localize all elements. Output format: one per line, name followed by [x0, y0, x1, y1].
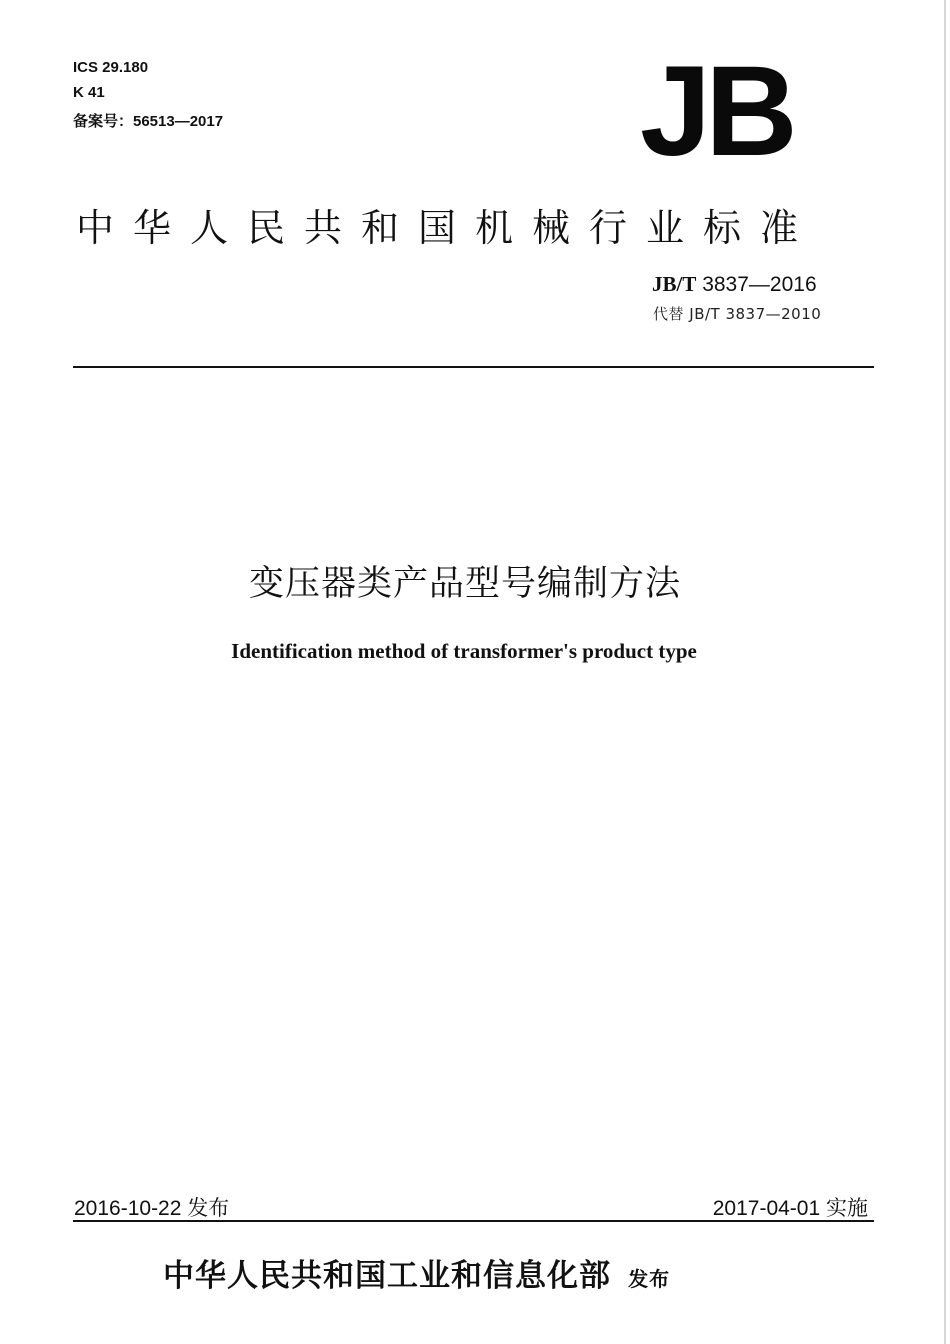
- bottom-divider: [73, 1220, 874, 1222]
- filing-number: 备案号：56513—2017: [73, 113, 224, 130]
- issue-date: 2016-10-22 发布: [74, 1197, 230, 1220]
- ccs-code: K 41: [73, 84, 105, 101]
- top-divider: [73, 366, 874, 368]
- standard-code-number: 3837—2016: [702, 273, 817, 296]
- publisher-name: 中华人民共和国工业和信息化部: [163, 1258, 611, 1294]
- document-title-chinese: 变压器类产品型号编制方法: [248, 564, 681, 604]
- jb-logo: JB: [640, 40, 792, 183]
- document-title-english: Identification method of transformer's product type: [231, 639, 697, 663]
- implementation-date: 2017-04-01 实施: [712, 1197, 868, 1220]
- standard-code-prefix: JB/T: [652, 272, 697, 296]
- ics-code: ICS 29.180: [73, 59, 149, 76]
- standard-number: [652, 272, 817, 297]
- publisher-suffix: 发布: [628, 1267, 671, 1291]
- replaces-standard: 代替 JB/T 3837—2010: [653, 305, 822, 323]
- publisher: [163, 1250, 670, 1295]
- standard-category-name: 中华人民共和国机械行业标准: [76, 206, 818, 250]
